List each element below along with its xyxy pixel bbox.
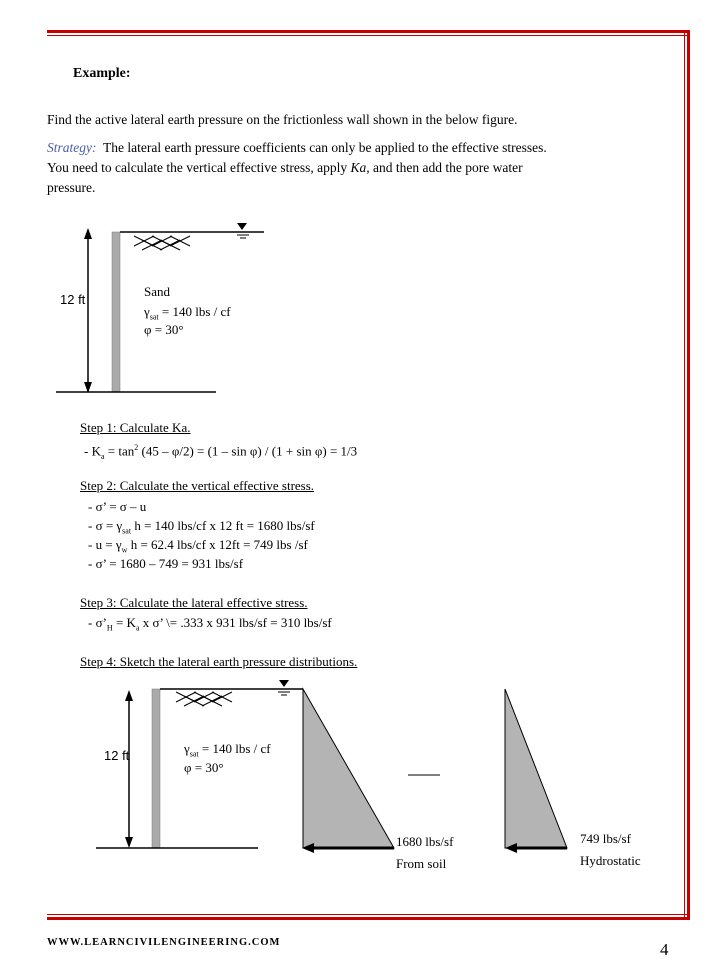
- figure-1-unit-weight: $\gamma_{sat} = 140$ lbs / cf: [144, 304, 231, 322]
- figure-2-soil-hatch: [176, 692, 232, 706]
- page-number: 4: [660, 940, 669, 959]
- figure-2-unit-weight: $\gamma_{sat} = 140$ lbs / cf: [184, 741, 271, 759]
- intro-text: Find the active lateral earth pressure on the frictionless wall shown in the below figure.: [47, 112, 518, 127]
- soil-pressure-triangle: [303, 689, 394, 848]
- example-heading: Example:: [73, 66, 131, 81]
- figure-1-water-table-icon: [234, 223, 252, 238]
- figure-2-arrow-head-bottom: [125, 837, 133, 848]
- figure-1-arrow-head-top: [84, 228, 92, 239]
- strategy-line-3: pressure.: [47, 180, 96, 195]
- soil-pressure-value: 1680 lbs/sf: [396, 834, 454, 849]
- footer-website: WWW.LEARNCIVILENGINEERING.COM: [47, 937, 281, 948]
- figure-1-wall: [112, 232, 120, 392]
- hydrostatic-pressure-label: Hydrostatic: [580, 853, 641, 868]
- step-1-formula: - $K_a = \tan^2 (45 - \varphi/2) = (1 - \sin \varphi) / (1 + \sin \varphi) = 1/3$: [84, 443, 358, 461]
- step-2-title: Step 2: Calculate the vertical effective stress.: [80, 478, 315, 493]
- strategy-line-1: The lateral earth pressure coefficients can only be applied to the effective stresses.: [103, 140, 547, 155]
- step-1-title: Step 1: Calculate Ka.: [80, 420, 191, 435]
- step-2-line-4: - σ’ = 1680 – 749 = 931 lbs/sf: [88, 556, 244, 571]
- figure-2-arrow-head-top: [125, 690, 133, 701]
- strategy-line-2b: and then add the pore water: [369, 160, 523, 175]
- hydrostatic-pressure-triangle: [505, 689, 567, 848]
- soil-pressure-label: From soil: [396, 856, 447, 871]
- figure-1-height-label: 12 ft: [60, 292, 86, 307]
- figure-2-height-label: 12 ft: [104, 748, 130, 763]
- step-2-line-3: - $u = \gamma_w$ h = 62.4 lbs/cf x 12ft = 749 lbs /sf: [88, 537, 308, 555]
- figure-1-friction-angle: φ = 30°: [144, 322, 184, 337]
- figure-2-friction-angle: φ = 30°: [184, 760, 224, 775]
- strategy-ka: Ka,: [350, 160, 370, 175]
- figure-2-wall: [152, 689, 160, 848]
- strategy-line-2a: You need to calculate the vertical effective stress, apply: [47, 160, 351, 175]
- strategy-label: Strategy:: [47, 140, 97, 155]
- step-3-title: Step 3: Calculate the lateral effective stress.: [80, 595, 308, 610]
- figure-2-water-table-icon: [275, 680, 293, 695]
- step-4-title: Step 4: Sketch the lateral earth pressure distributions.: [80, 654, 358, 669]
- figure-1-soil-type: Sand: [144, 284, 170, 299]
- figure-1-soil-hatch: [134, 236, 190, 250]
- step-2-line-1: - σ’ = σ – u: [88, 499, 147, 514]
- step-3-formula: - $\sigma’_H = K_a$ x σ’ \= .333 x 931 lbs/sf = 310 lbs/sf: [88, 615, 332, 633]
- hydrostatic-pressure-value: 749 lbs/sf: [580, 831, 631, 846]
- step-2-line-2: - $\sigma = \gamma_{sat}$ h = 140 lbs/cf x 12 ft = 1680 lbs/sf: [88, 518, 315, 536]
